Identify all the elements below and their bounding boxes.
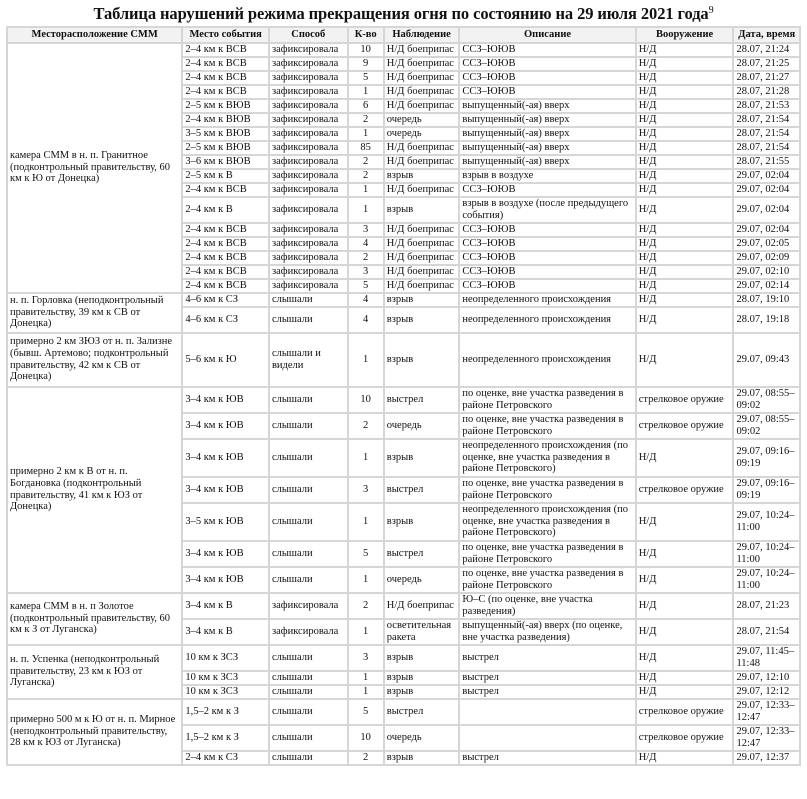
cell-weapon: Н/Д (637, 170, 733, 182)
cell-place: 2–4 км к ВСВ (183, 238, 268, 250)
cell-description: по оценке, вне участка разведения в районе Петровского (460, 414, 634, 438)
cell-observation: взрыв (385, 504, 459, 540)
cell-datetime: 28.07, 21:54 (734, 128, 799, 140)
cell-description: выпущенный(-ая) вверх (460, 142, 634, 154)
cell-observation: выстрел (385, 478, 459, 502)
cell-description: выпущенный(-ая) вверх (460, 114, 634, 126)
cell-count: 10 (349, 44, 383, 56)
cell-method: зафиксировала (270, 58, 347, 70)
cell-description: ССЗ–ЮЮВ (460, 44, 634, 56)
cell-observation: очередь (385, 414, 459, 438)
cell-observation: Н/Д боеприпас (385, 184, 459, 196)
cell-description: ССЗ–ЮЮВ (460, 280, 634, 292)
cell-datetime: 28.07, 19:10 (734, 294, 799, 306)
cell-count: 1 (349, 440, 383, 476)
cell-observation: Н/Д боеприпас (385, 224, 459, 236)
cell-place: 2–5 км к В (183, 170, 268, 182)
cell-observation: Н/Д боеприпас (385, 156, 459, 168)
cell-datetime: 29.07, 09:16–09:19 (734, 440, 799, 476)
cell-weapon: Н/Д (637, 280, 733, 292)
cell-description (460, 700, 634, 724)
cell-datetime: 28.07, 21:28 (734, 86, 799, 98)
cell-method: зафиксировала (270, 72, 347, 84)
cell-description: выстрел (460, 752, 634, 764)
cell-description: выстрел (460, 646, 634, 670)
cell-place: 2–5 км к ВЮВ (183, 100, 268, 112)
cell-description: неопределенного происхождения (по оценке, вне участка разведения в районе Петровского) (460, 504, 634, 540)
cell-observation: взрыв (385, 752, 459, 764)
cell-place: 3–4 км к ЮВ (183, 388, 268, 412)
cell-place: 2–4 км к СЗ (183, 752, 268, 764)
cell-datetime: 28.07, 21:25 (734, 58, 799, 70)
cell-weapon: Н/Д (637, 44, 733, 56)
cell-method: зафиксировала (270, 86, 347, 98)
cell-weapon: Н/Д (637, 686, 733, 698)
cell-observation: выстрел (385, 542, 459, 566)
cell-method: зафиксировала (270, 198, 347, 222)
cell-observation: взрыв (385, 440, 459, 476)
cell-datetime: 29.07, 02:10 (734, 266, 799, 278)
cell-observation: Н/Д боеприпас (385, 86, 459, 98)
cell-place: 2–4 км к ВЮВ (183, 114, 268, 126)
cell-weapon: Н/Д (637, 86, 733, 98)
cell-method: зафиксировала (270, 238, 347, 250)
cell-description: Ю–С (по оценке, вне участка разведения) (460, 594, 634, 618)
cell-method: слышали (270, 478, 347, 502)
cell-observation: очередь (385, 128, 459, 140)
cell-method: слышали (270, 294, 347, 306)
table-row (8, 646, 799, 670)
cell-method: зафиксировала (270, 170, 347, 182)
cell-method: зафиксировала (270, 280, 347, 292)
cell-place: 2–5 км к ВЮВ (183, 142, 268, 154)
cell-count: 4 (349, 294, 383, 306)
cell-description: ССЗ–ЮЮВ (460, 224, 634, 236)
cell-weapon: Н/Д (637, 752, 733, 764)
cell-weapon: Н/Д (637, 142, 733, 154)
cell-weapon: Н/Д (637, 238, 733, 250)
cell-weapon: Н/Д (637, 114, 733, 126)
cell-observation: Н/Д боеприпас (385, 58, 459, 70)
cell-observation: Н/Д боеприпас (385, 44, 459, 56)
cell-count: 3 (349, 266, 383, 278)
cell-observation: Н/Д боеприпас (385, 142, 459, 154)
header-observation: Наблюдение (385, 28, 459, 42)
cell-description: ССЗ–ЮЮВ (460, 184, 634, 196)
cell-place: 2–4 км к ВСВ (183, 252, 268, 264)
header-row (8, 28, 799, 42)
cell-method: слышали (270, 414, 347, 438)
cell-weapon: Н/Д (637, 266, 733, 278)
cell-datetime: 28.07, 21:53 (734, 100, 799, 112)
cell-weapon: Н/Д (637, 156, 733, 168)
cell-datetime: 29.07, 11:45–11:48 (734, 646, 799, 670)
cell-method: зафиксировала (270, 156, 347, 168)
cell-observation: очередь (385, 726, 459, 750)
cell-datetime: 28.07, 19:18 (734, 308, 799, 332)
cell-weapon: Н/Д (637, 504, 733, 540)
cell-count: 85 (349, 142, 383, 154)
cell-place: 2–4 км к ВСВ (183, 184, 268, 196)
cell-place: 2–4 км к ВСВ (183, 72, 268, 84)
cell-place: 3–5 км к ЮВ (183, 504, 268, 540)
cell-place: 2–4 км к ВСВ (183, 224, 268, 236)
cell-datetime: 28.07, 21:23 (734, 594, 799, 618)
cell-location: камера СММ в н. п. Гранитное (подконтрольный правительству, 60 км к Ю от Донецка) (8, 44, 181, 292)
cell-count: 1 (349, 620, 383, 644)
cell-count: 1 (349, 128, 383, 140)
cell-place: 10 км к ЗСЗ (183, 672, 268, 684)
cell-datetime: 29.07, 09:16–09:19 (734, 478, 799, 502)
cell-count: 1 (349, 672, 383, 684)
cell-description: ССЗ–ЮЮВ (460, 72, 634, 84)
cell-observation: взрыв (385, 294, 459, 306)
cell-count: 1 (349, 686, 383, 698)
cell-place: 2–4 км к В (183, 198, 268, 222)
cell-place: 2–4 км к ВСВ (183, 280, 268, 292)
cell-description: неопределенного происхождения (460, 308, 634, 332)
cell-datetime: 29.07, 02:04 (734, 198, 799, 222)
cell-description: неопределенного происхождения (по оценке, вне участка разведения в районе Петровского) (460, 440, 634, 476)
cell-count: 3 (349, 478, 383, 502)
cell-method: слышали (270, 672, 347, 684)
cell-method: зафиксировала (270, 620, 347, 644)
cell-datetime: 29.07, 02:04 (734, 170, 799, 182)
cell-datetime: 29.07, 12:37 (734, 752, 799, 764)
cell-datetime: 28.07, 21:24 (734, 44, 799, 56)
table-row (8, 334, 799, 386)
cell-observation: взрыв (385, 308, 459, 332)
cell-place: 3–4 км к В (183, 620, 268, 644)
cell-method: слышали и видели (270, 334, 347, 386)
cell-observation: Н/Д боеприпас (385, 100, 459, 112)
cell-weapon: Н/Д (637, 252, 733, 264)
cell-weapon: Н/Д (637, 440, 733, 476)
cell-weapon: Н/Д (637, 294, 733, 306)
cell-count: 2 (349, 114, 383, 126)
cell-method: зафиксировала (270, 128, 347, 140)
header-place: Место события (183, 28, 268, 42)
cell-datetime: 28.07, 21:27 (734, 72, 799, 84)
cell-observation: осветительная ракета (385, 620, 459, 644)
cell-place: 4–6 км к СЗ (183, 308, 268, 332)
cell-count: 5 (349, 280, 383, 292)
cell-datetime: 29.07, 02:04 (734, 184, 799, 196)
cell-method: зафиксировала (270, 100, 347, 112)
cell-place: 1,5–2 км к З (183, 700, 268, 724)
cell-method: слышали (270, 388, 347, 412)
cell-place: 2–4 км к ВСВ (183, 86, 268, 98)
cell-location: примерно 2 км ЗЮЗ от н. п. Зализне (бывш. Артемово; подконтрольный правительству, 42 км к СВ от Донецка) (8, 334, 181, 386)
cell-weapon: стрелковое оружие (637, 478, 733, 502)
cell-method: зафиксировала (270, 44, 347, 56)
cell-weapon: Н/Д (637, 646, 733, 670)
cell-observation: Н/Д боеприпас (385, 72, 459, 84)
cell-place: 3–6 км к ВЮВ (183, 156, 268, 168)
cell-method: зафиксировала (270, 114, 347, 126)
cell-description: выстрел (460, 672, 634, 684)
cell-datetime: 29.07, 09:43 (734, 334, 799, 386)
cell-count: 4 (349, 308, 383, 332)
cell-count: 3 (349, 224, 383, 236)
cell-count: 2 (349, 414, 383, 438)
cell-weapon: стрелковое оружие (637, 700, 733, 724)
cell-place: 3–5 км к ВЮВ (183, 128, 268, 140)
cell-datetime: 29.07, 02:05 (734, 238, 799, 250)
cell-weapon: стрелковое оружие (637, 726, 733, 750)
cell-count: 1 (349, 198, 383, 222)
cell-weapon: Н/Д (637, 594, 733, 618)
cell-observation: взрыв (385, 334, 459, 386)
cell-weapon: Н/Д (637, 568, 733, 592)
cell-observation: очередь (385, 568, 459, 592)
cell-description: ССЗ–ЮЮВ (460, 252, 634, 264)
cell-method: зафиксировала (270, 266, 347, 278)
cell-method: слышали (270, 726, 347, 750)
table-body (8, 44, 799, 764)
cell-weapon: Н/Д (637, 334, 733, 386)
cell-description: по оценке, вне участка разведения в районе Петровского (460, 568, 634, 592)
cell-method: слышали (270, 752, 347, 764)
cell-description: по оценке, вне участка разведения в районе Петровского (460, 388, 634, 412)
cell-location: камера СММ в н. п Золотое (подконтрольный правительству, 60 км к З от Луганска) (8, 594, 181, 644)
cell-method: слышали (270, 646, 347, 670)
cell-observation: Н/Д боеприпас (385, 594, 459, 618)
cell-datetime: 29.07, 02:04 (734, 224, 799, 236)
cell-weapon: Н/Д (637, 198, 733, 222)
cell-observation: очередь (385, 114, 459, 126)
cell-weapon: Н/Д (637, 58, 733, 70)
cell-count: 1 (349, 568, 383, 592)
cell-count: 2 (349, 252, 383, 264)
cell-count: 5 (349, 72, 383, 84)
header-location: Месторасположение СММ (8, 28, 181, 42)
cell-datetime: 29.07, 08:55–09:02 (734, 414, 799, 438)
cell-count: 1 (349, 504, 383, 540)
cell-description: неопределенного происхождения (460, 334, 634, 386)
cell-description: по оценке, вне участка разведения в районе Петровского (460, 478, 634, 502)
cell-method: слышали (270, 504, 347, 540)
cell-observation: взрыв (385, 686, 459, 698)
cell-place: 3–4 км к ЮВ (183, 478, 268, 502)
cell-description: ССЗ–ЮЮВ (460, 266, 634, 278)
cell-datetime: 28.07, 21:55 (734, 156, 799, 168)
cell-count: 2 (349, 594, 383, 618)
cell-place: 10 км к ЗСЗ (183, 686, 268, 698)
cell-count: 1 (349, 184, 383, 196)
cell-place: 2–4 км к ВСВ (183, 44, 268, 56)
cell-description: неопределенного происхождения (460, 294, 634, 306)
cell-method: слышали (270, 542, 347, 566)
cell-datetime: 29.07, 12:10 (734, 672, 799, 684)
cell-description: по оценке, вне участка разведения в районе Петровского (460, 542, 634, 566)
table-title-text: Таблица нарушений режима прекращения огня по состоянию на 29 июля 2021 года (93, 4, 709, 23)
cell-observation: Н/Д боеприпас (385, 266, 459, 278)
cell-place: 1,5–2 км к З (183, 726, 268, 750)
cell-observation: взрыв (385, 198, 459, 222)
cell-observation: выстрел (385, 700, 459, 724)
cell-method: зафиксировала (270, 184, 347, 196)
cell-weapon: Н/Д (637, 620, 733, 644)
table-row (8, 388, 799, 412)
table-row (8, 294, 799, 306)
cell-description: выстрел (460, 686, 634, 698)
cell-location: примерно 500 м к Ю от н. п. Мирное (неподконтрольный правительству, 28 км к ЮЗ от Луганска) (8, 700, 181, 764)
cell-method: слышали (270, 700, 347, 724)
cell-weapon: Н/Д (637, 72, 733, 84)
header-count: К-во (349, 28, 383, 42)
cell-datetime: 29.07, 02:09 (734, 252, 799, 264)
footnote-marker: 9 (708, 5, 714, 16)
cell-datetime: 29.07, 12:33–12:47 (734, 726, 799, 750)
cell-count: 2 (349, 752, 383, 764)
cell-description: выпущенный(-ая) вверх (по оценке, вне участка разведения) (460, 620, 634, 644)
cell-description: ССЗ–ЮЮВ (460, 238, 634, 250)
cell-observation: выстрел (385, 388, 459, 412)
cell-place: 2–4 км к ВСВ (183, 266, 268, 278)
cell-count: 6 (349, 100, 383, 112)
cell-weapon: Н/Д (637, 308, 733, 332)
cell-observation: взрыв (385, 170, 459, 182)
cell-datetime: 29.07, 10:24–11:00 (734, 504, 799, 540)
cell-method: зафиксировала (270, 594, 347, 618)
cell-method: зафиксировала (270, 224, 347, 236)
cell-description: ССЗ–ЮЮВ (460, 86, 634, 98)
cell-count: 5 (349, 542, 383, 566)
cell-observation: Н/Д боеприпас (385, 238, 459, 250)
cell-location: примерно 2 км к В от н. п. Богдановка (подконтрольный правительству, 41 км к ЮЗ от Донецка) (8, 388, 181, 592)
cell-count: 9 (349, 58, 383, 70)
table-row (8, 594, 799, 618)
cell-method: зафиксировала (270, 142, 347, 154)
cell-place: 2–4 км к ВСВ (183, 58, 268, 70)
cell-observation: взрыв (385, 646, 459, 670)
cell-observation: взрыв (385, 672, 459, 684)
cell-datetime: 28.07, 21:54 (734, 620, 799, 644)
cell-weapon: Н/Д (637, 542, 733, 566)
cell-datetime: 29.07, 12:12 (734, 686, 799, 698)
cell-method: слышали (270, 308, 347, 332)
cell-observation: Н/Д боеприпас (385, 280, 459, 292)
cell-count: 1 (349, 334, 383, 386)
cell-count: 4 (349, 238, 383, 250)
cell-count: 5 (349, 700, 383, 724)
header-method: Способ (270, 28, 347, 42)
cell-datetime: 29.07, 10:24–11:00 (734, 542, 799, 566)
table-row (8, 700, 799, 724)
cell-count: 2 (349, 156, 383, 168)
table-row (8, 44, 799, 56)
cell-location: н. п. Успенка (неподконтрольный правительству, 23 км к ЮЗ от Луганска) (8, 646, 181, 698)
cell-weapon: Н/Д (637, 184, 733, 196)
cell-place: 3–4 км к ЮВ (183, 568, 268, 592)
cell-datetime: 29.07, 12:33–12:47 (734, 700, 799, 724)
cell-description: выпущенный(-ая) вверх (460, 100, 634, 112)
cell-description (460, 726, 634, 750)
header-weapon: Вооружение (637, 28, 733, 42)
cell-weapon: Н/Д (637, 224, 733, 236)
cell-count: 10 (349, 726, 383, 750)
cell-place: 4–6 км к СЗ (183, 294, 268, 306)
cell-observation: Н/Д боеприпас (385, 252, 459, 264)
cell-place: 3–4 км к ЮВ (183, 542, 268, 566)
cell-datetime: 29.07, 08:55–09:02 (734, 388, 799, 412)
cell-description: взрыв в воздухе (460, 170, 634, 182)
cell-count: 1 (349, 86, 383, 98)
cell-datetime: 28.07, 21:54 (734, 142, 799, 154)
cell-weapon: стрелковое оружие (637, 414, 733, 438)
cell-place: 5–6 км к Ю (183, 334, 268, 386)
header-datetime: Дата, время (734, 28, 799, 42)
cell-description: ССЗ–ЮЮВ (460, 58, 634, 70)
cell-weapon: Н/Д (637, 128, 733, 140)
table-title (0, 0, 807, 26)
cell-method: слышали (270, 568, 347, 592)
cell-place: 3–4 км к ЮВ (183, 414, 268, 438)
cell-place: 3–4 км к ЮВ (183, 440, 268, 476)
ceasefire-violations-table (6, 26, 801, 766)
cell-count: 3 (349, 646, 383, 670)
cell-method: слышали (270, 686, 347, 698)
cell-location: н. п. Горловка (неподконтрольный правительству, 39 км к СВ от Донецка) (8, 294, 181, 332)
cell-weapon: Н/Д (637, 100, 733, 112)
cell-count: 2 (349, 170, 383, 182)
cell-place: 3–4 км к В (183, 594, 268, 618)
cell-method: слышали (270, 440, 347, 476)
cell-datetime: 29.07, 02:14 (734, 280, 799, 292)
cell-method: зафиксировала (270, 252, 347, 264)
cell-datetime: 29.07, 10:24–11:00 (734, 568, 799, 592)
cell-description: выпущенный(-ая) вверх (460, 156, 634, 168)
cell-place: 10 км к ЗСЗ (183, 646, 268, 670)
cell-description: взрыв в воздухе (после предыдущего события) (460, 198, 634, 222)
header-description: Описание (460, 28, 634, 42)
cell-count: 10 (349, 388, 383, 412)
cell-weapon: Н/Д (637, 672, 733, 684)
cell-description: выпущенный(-ая) вверх (460, 128, 634, 140)
cell-datetime: 28.07, 21:54 (734, 114, 799, 126)
cell-weapon: стрелковое оружие (637, 388, 733, 412)
